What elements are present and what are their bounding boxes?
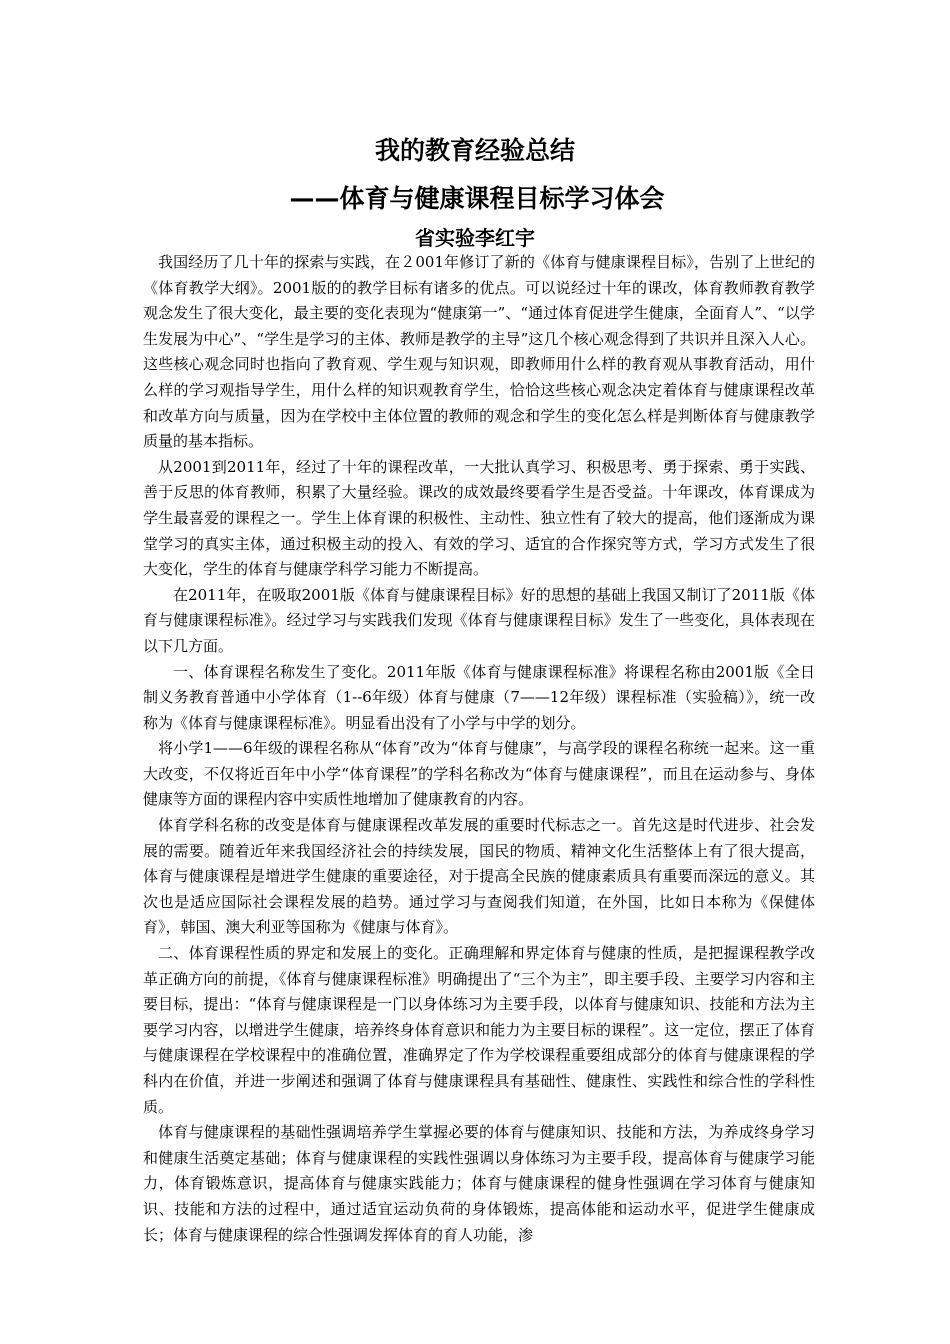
document-title: 我的教育经验总结	[374, 136, 575, 165]
paragraph: 体育与健康课程的基础性强调培养学生掌握必要的体育与健康知识、技能和方法，为养成终身学习和健康生活奠定基础；体育与健康课程的实践性强调以身体练习为主要手段，提高体育与健康学习能力，体育锻炼意识，提高体育与健康实践能力；体育与健康课程的健身性强调在学习体育与健康知识、技能和方法的过程中，通过适宜运动负荷的身体锻炼，提高体能和运动水平，促进学生健康成长；体育与健康课程的综合性强调发挥体育的育人功能，渗	[143, 1123, 815, 1244]
paragraph: 体育学科名称的改变是体育与健康课程改革发展的重要时代标志之一。首先这是时代进步、社会发展的需要。随着近年来我国经济社会的持续发展，国民的物质、精神文化生活整体上有了很大提高，体育与健康课程是增进学生健康的重要途径，对于提高全民族的健康素质具有重要而深远的意义。其次也是适应国际社会课程发展的趋势。通过学习与查阅我们知道，在外国，比如日本称为《保健体育》，韩国、澳大利亚等国称为《健康与体育》。	[143, 816, 815, 937]
paragraph: 在2011年，在吸取2001版《体育与健康课程目标》好的思想的基础上我国又制订了2011版《体育与健康课程标准》。经过学习与实践我们发现《体育与健康课程目标》发生了一些变化，具体表现在以下几方面。	[143, 585, 815, 655]
paragraph: 我国经历了几十年的探索与实践，在２001年修订了新的《体育与健康课程目标》，告别了上世纪的《体育教学大纲》。2001版的的教学目标有诸多的优点。可以说经过十年的课改，体育教师教育教学观念发生了很大变化，最主要的变化表现为“健康第一”、“通过体育促进学生健康，全面育人”、“以学生发展为中心”、“学生是学习的主体、教师是教学的主导”这几个核心观念得到了共识并且深入人心。这些核心观念同时也指向了教育观、学生观与知识观，即教师用什么样的教育观从事教育活动，用什么样的学习观指导学生，用什么样的知识观教育学生，恰恰这些核心观念决定着体育与健康课程改革和改革方向与质量，因为在学校中主体位置的教师的观念和学生的变化怎么样是判断体育与健康教学质量的基本指标。	[143, 253, 815, 451]
document-author: 省实验李红宇	[415, 226, 535, 250]
paragraph: 从2001到2011年，经过了十年的课程改革，一大批认真学习、积极思考、勇于探索、勇于实践、善于反思的体育教师，积累了大量经验。课改的成效最终要看学生是否受益。十年课改，体育课成为学生最喜爱的课程之一。学生上体育课的积极性、主动性、独立性有了较大的提高，他们逐渐成为课堂学习的真实主体，通过积极主动的投入、有效的学习、适宜的合作探究等方式，学习方式发生了很大变化，学生的体育与健康学科学习能力不断提高。	[143, 457, 815, 579]
paragraph: 将小学1——6年级的课程名称从“体育”改为“体育与健康”，与高学段的课程名称统一起来。这一重大改变，不仅将近百年中小学“体育课程”的学科名称改为“体育与健康课程”，而且在运动参与、身体健康等方面的课程内容中实质性地增加了健康教育的内容。	[143, 739, 815, 809]
paragraph: 一、体育课程名称发生了变化。2011年版《体育与健康课程标准》将课程名称由2001版《全日制义务教育普通中小学体育（1--6年级）体育与健康（7——12年级）课程标准（实验稿）》，统一改称为《体育与健康课程标准》。明显看出没有了小学与中学的划分。	[143, 662, 815, 732]
paragraph: 二、体育课程性质的界定和发展上的变化。正确理解和界定体育与健康的性质，是把握课程教学改革正确方向的前提，《体育与健康课程标准》明确提出了“三个为主”，即主要手段、主要学习内容和主要目标，提出：“体育与健康课程是一门以身体练习为主要手段，以体育与健康知识、技能和方法为主要学习内容，以增进学生健康，培养终身体育意识和能力为主要目标的课程”。这一定位，摆正了体育与健康课程在学校课程中的准确位置，准确界定了作为学校课程重要组成部分的体育与健康课程的学科内在价值，并进一步阐述和强调了体育与健康课程具有基础性、健康性、实践性和综合性的学科性质。	[143, 944, 815, 1116]
document-body	[143, 250, 815, 1248]
document-subtitle: ——体育与健康课程目标学习体会	[289, 184, 665, 213]
